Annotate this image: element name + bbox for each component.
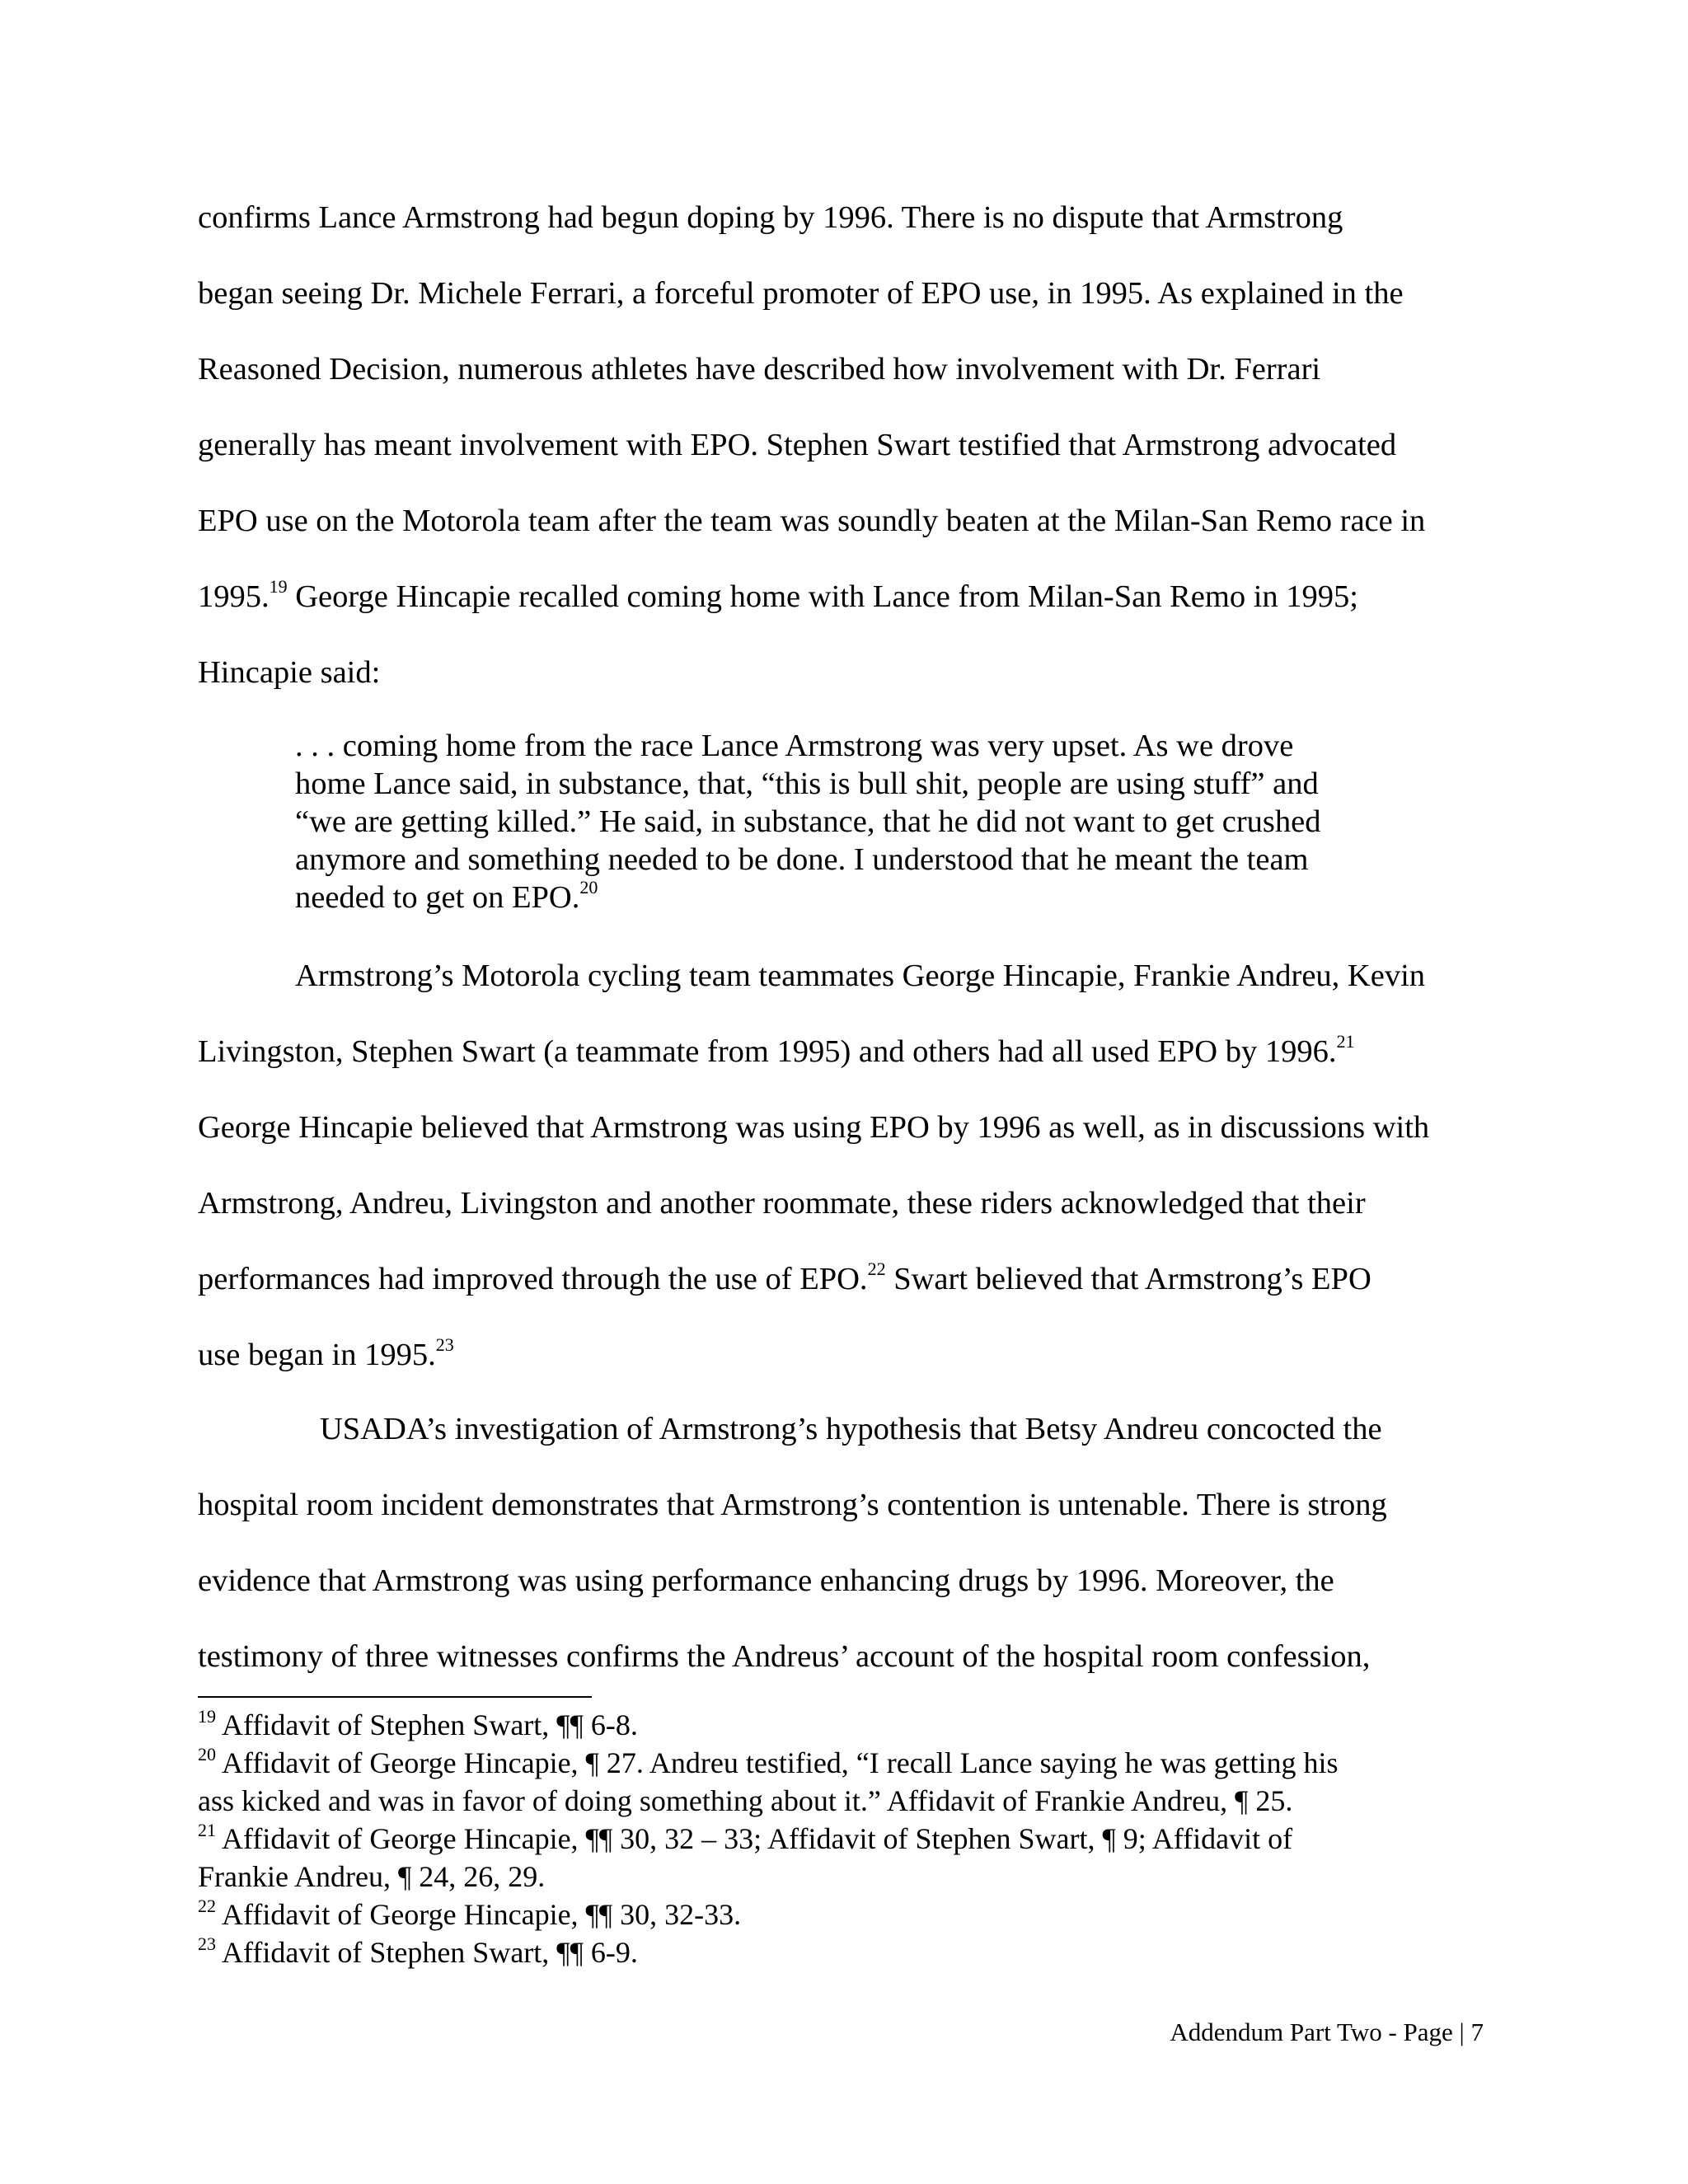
footnote-number: 19 (198, 1706, 216, 1727)
footnote-text: Affidavit of Stephen Swart, ¶¶ 6-8. (222, 1708, 638, 1741)
paragraph-2-line-2 (198, 1014, 1492, 1090)
footnote-19 (198, 1706, 1517, 1744)
footnote-number: 23 (198, 1933, 216, 1954)
line-6-post: George Hincapie recalled coming home with Lance from Milan-San Remo in 1995; (287, 579, 1358, 614)
paragraph-2-line-5-post: Swart believed that Armstrong’s EPO (885, 1262, 1372, 1296)
paragraph-2-line-3: George Hincapie believed that Armstrong was using EPO by 1996 as well, as in discussions with (198, 1110, 1430, 1145)
quote-line-1: . . . coming home from the race Lance Armstrong was very upset. As we drove (295, 729, 1294, 763)
footnote-ref-22: 22 (867, 1258, 886, 1279)
quote-line-2: home Lance said, in substance, that, “this is bull shit, people are using stuff” and (295, 766, 1319, 801)
footnote-23 (198, 1933, 1517, 1971)
footnote-text: Affidavit of George Hincapie, ¶¶ 30, 32-33. (222, 1898, 742, 1931)
block-quote (295, 727, 1408, 916)
footnote-number: 20 (198, 1744, 216, 1765)
paragraph-3-line-3: evidence that Armstrong was using performance enhancing drugs by 1996. Moreover, the (198, 1563, 1334, 1598)
paragraph-2-line-6 (198, 1317, 1492, 1393)
footnote-number: 21 (198, 1820, 216, 1840)
paragraph-1-line-1: confirms Lance Armstrong had begun doping by 1996. There is no dispute that Armstrong (198, 200, 1343, 235)
paragraph-2-line-1-text: Armstrong’s Motorola cycling team teammates George Hincapie, Frankie Andreu, Kevin (295, 958, 1426, 993)
paragraph-1 (198, 180, 1492, 710)
paragraph-3-line-2: hospital room incident demonstrates that Armstrong’s contention is untenable. There is strong (198, 1488, 1387, 1522)
paragraph-3-line-1-text: USADA’s investigation of Armstrong’s hypothesis that Betsy Andreu concocted the (320, 1412, 1382, 1446)
footnote-20-cont: ass kicked and was in favor of doing something about it.” Affidavit of Frankie Andreu, ¶ 25. (198, 1784, 1293, 1817)
footnote-ref-20: 20 (579, 877, 598, 898)
paragraph-3-line-1 (198, 1391, 1492, 1467)
paragraph-1-line-6 (198, 559, 1492, 635)
footnote-20 (198, 1744, 1517, 1782)
paragraph-2-line-5-pre: performances had improved through the use of EPO. (198, 1262, 868, 1296)
footnote-ref-23: 23 (435, 1334, 454, 1355)
paragraph-2-line-5 (198, 1241, 1492, 1317)
footnote-number: 22 (198, 1896, 216, 1916)
footnote-text: Affidavit of Stephen Swart, ¶¶ 6-9. (222, 1936, 638, 1969)
footnotes (198, 1706, 1517, 1971)
quote-line-4: anymore and something needed to be done. I understood that he meant the team (295, 842, 1309, 877)
line-6-pre: 1995. (198, 579, 270, 614)
paragraph-2-line-1 (198, 938, 1492, 1014)
paragraph-3-line-4: testimony of three witnesses confirms the Andreus’ account of the hospital room confession, (198, 1639, 1371, 1674)
paragraph-2 (198, 938, 1492, 1393)
footnote-text: Affidavit of George Hincapie, ¶¶ 30, 32 – 33; Affidavit of Stephen Swart, ¶ 9; Affidavit of (222, 1822, 1293, 1855)
footnote-22 (198, 1896, 1517, 1933)
footnote-21-cont: Frankie Andreu, ¶ 24, 26, 29. (198, 1860, 546, 1893)
footnote-separator (198, 1696, 592, 1698)
paragraph-1-line-5: EPO use on the Motorola team after the team was soundly beaten at the Milan-San Remo race in (198, 504, 1426, 538)
page-footer: Addendum Part Two - Page | 7 (1170, 2018, 1484, 2046)
paragraph-1-line-7: Hincapie said: (198, 655, 381, 690)
paragraph-1-line-3: Reasoned Decision, numerous athletes have described how involvement with Dr. Ferrari (198, 352, 1321, 387)
quote-last-line: needed to get on EPO. (295, 880, 580, 915)
footnote-21 (198, 1820, 1517, 1858)
quote-line-5 (295, 879, 1408, 916)
paragraph-3 (198, 1391, 1492, 1694)
paragraph-2-line-2-text: Livingston, Stephen Swart (a teammate from 1995) and others had all used EPO by 1996. (198, 1034, 1337, 1069)
footnote-ref-19: 19 (269, 576, 288, 597)
footnote-ref-21: 21 (1336, 1031, 1355, 1052)
footnote-text: Affidavit of George Hincapie, ¶ 27. Andreu testified, “I recall Lance saying he was getting his (222, 1746, 1339, 1779)
paragraph-1-line-2: began seeing Dr. Michele Ferrari, a forceful promoter of EPO use, in 1995. As explained in the (198, 276, 1404, 311)
paragraph-1-line-4: generally has meant involvement with EPO. Stephen Swart testified that Armstrong advocated (198, 428, 1397, 462)
quote-line-3: “we are getting killed.” He said, in substance, that he did not want to get crushed (295, 804, 1321, 839)
paragraph-2-line-6-text: use began in 1995. (198, 1338, 436, 1372)
paragraph-2-line-4: Armstrong, Andreu, Livingston and another roommate, these riders acknowledged that their (198, 1186, 1366, 1221)
